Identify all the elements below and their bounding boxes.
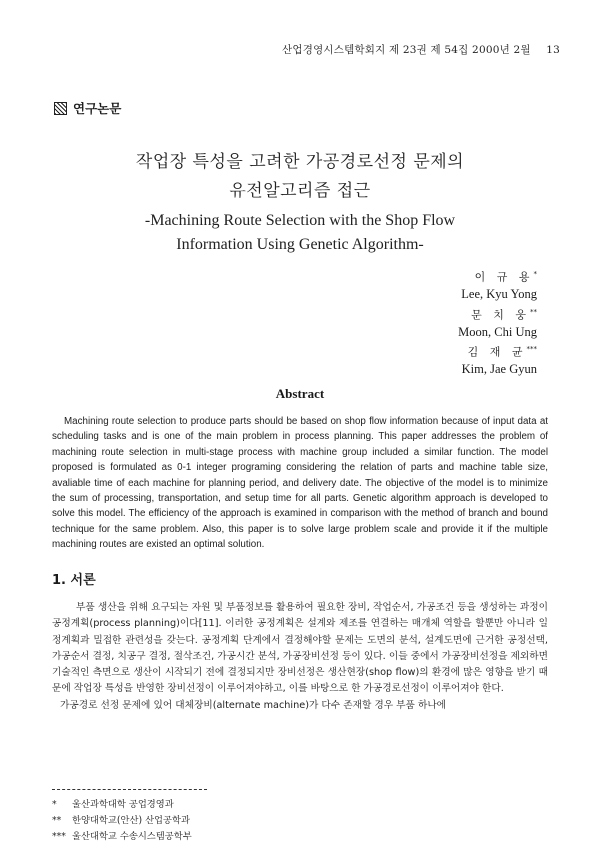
abstract-text: Machining route selection to produce parts should be based on shop flow information because of input data at scheduling tasks and is one of the main problem in process planning. This paper addresses the problem of machining route selection in multi-stage process with machine group included a similar function. The model proposed is formulated as 0-1 integer programing considering the relation of parts and machine table size, avaliable time of each machine for planning period, and delivery date. The objective of the model is to minimize the sum of processing, transportation, and setup time for all parts. Genetic algorithm approach is developed to solve this model. The efficiency of the approach is examined in comparison with the method of branch and bound technique for the same problem. Also, this paper is to solve large problem scale and provide it if the multiple machining routes are existed an optimal solution. [52,416,548,551]
footnote-3: *** 울산대학교 수송시스템공학부 [52,831,192,842]
paragraph-2: 가공경로 선정 문제에 있어 대체장비(alternate machine)가 다수 존재할 경우 부품 하나에 [60,699,447,711]
running-header [282,42,560,57]
section-label-text: 연구논문 [73,101,122,116]
author-3-english: Kim, Jae Gyun [461,362,537,377]
section-1-body [52,600,548,714]
title-english [0,209,600,257]
title-korean-line-2: 유전알고리즘 접근 [229,181,371,201]
section-1-heading: 1. 서론 [52,573,96,588]
title-english-line-1: -Machining Route Selection with the Shop Flow [144,212,456,229]
footnote-2: ** 한양대학교(안산) 산업공학과 [52,815,190,826]
author-1-english: Lee, Kyu Yong [461,287,537,302]
page-number: 13 [546,44,560,56]
abstract-heading: Abstract [275,386,325,401]
author-1-korean: 이 규 용* [474,270,537,284]
hatched-square-icon [54,102,67,115]
section-label [54,99,121,117]
footnote-divider [52,789,207,790]
title-korean-line-1: 작업장 특성을 고려한 가공경로선정 문제의 [135,152,465,172]
author-3-korean: 김 재 균*** [467,345,537,359]
journal-info: 산업경영시스템학회지 제 23권 제 54집 2000년 2월 [282,44,531,56]
footnotes [52,797,192,845]
author-list [458,266,537,379]
author-2-english: Moon, Chi Ung [458,324,537,339]
footnote-1: * 울산과학대학 공업경영과 [52,799,174,810]
author-2-korean: 문 치 웅** [471,307,537,322]
paragraph-1: 부품 생산을 위해 요구되는 자원 및 부품정보를 활용하여 필요한 장비, 작업순서, 가공조건 등을 생성하는 과정이 공정계획(process planning)이다[11]. 이러한 공정계획은 설계와 제조를 연결하는 매개체 역할을 할뿐만 아니라 일정계획과 밀접한 관련성을 갖는다. 공정계획 단계에서 결정해야할 문제는 도면의 분석, 설계도면에 근거한 공정선택, 가공순서 결정, 치공구 결정, 절삭조건, 가공시간 분석, 가공장비선정 등이 있다. 이들 중에서 가공장비선정을 제외하면 기술적인 측면으로 생산이 시작되기 전에 결정되지만 장비선정은 생산현장(shop flow)의 환경에 많은 영향을 받기 때문에 작업장 특성을 반영한 장비선정이 이루어져야하고, 이를 바탕으로 한 가공경로선정이 이루어져야 한다. [52,602,548,695]
title-english-line-2: Information Using Genetic Algorithm- [176,236,424,253]
